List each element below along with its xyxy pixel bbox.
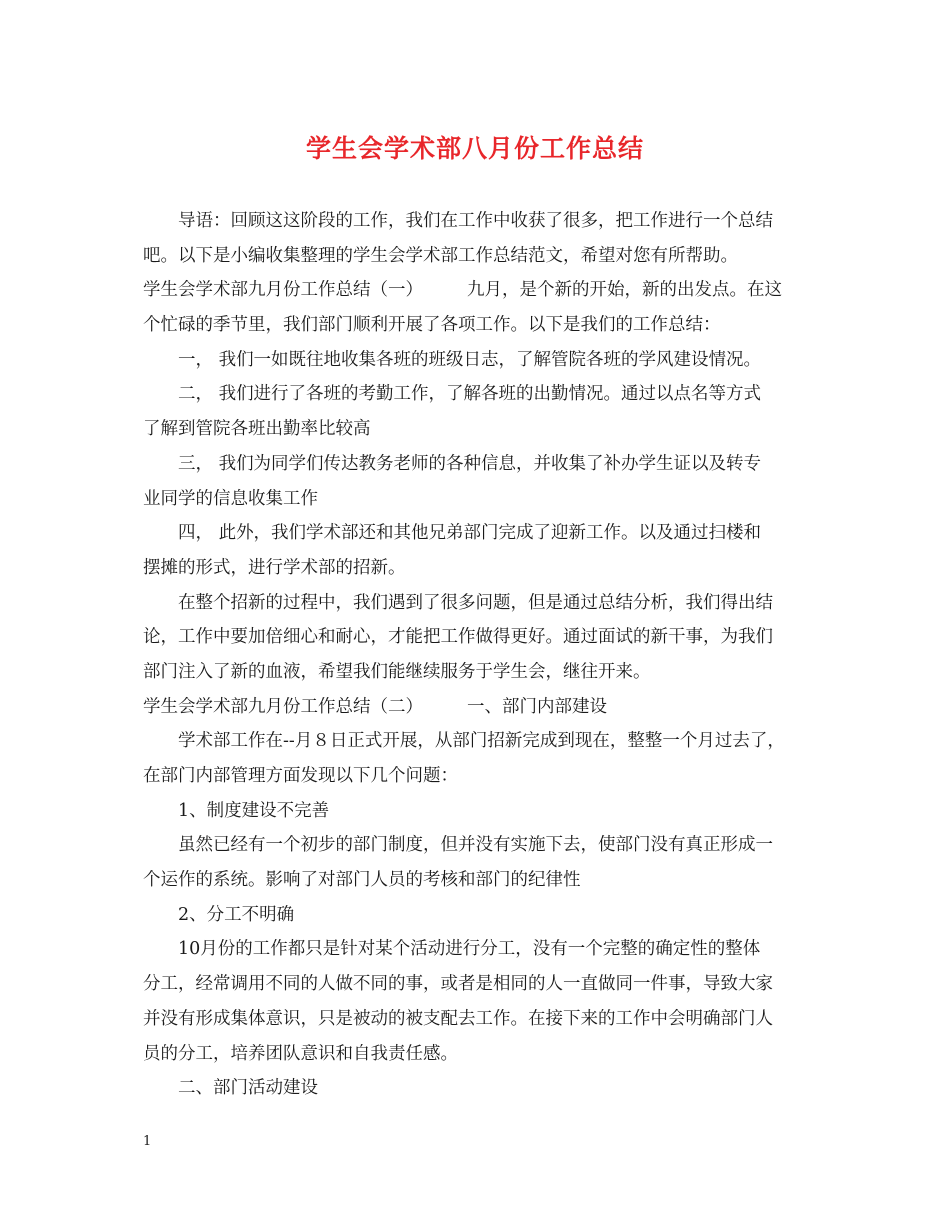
issue-paragraph-1: 虽然已经有一个初步的部门制度，但并没有实施下去，使部门没有真正形成一 [178,835,773,856]
section2-heading: 学生会学术部九月份工作总结（二） [143,696,423,717]
issue-heading-2: 2、分工不明确 [178,904,295,925]
section1-lead-continued: 个忙碌的季节里，我们部门顺利开展了各项工作。以下是我们的工作总结： [143,315,721,336]
issue-paragraph-2: 分工，经常调用不同的人做不同的事，或者是相同的人一直做同一件事，导致大家 [143,974,773,995]
section1-lead: 九月，是个新的开始，新的出发点。在这 [467,280,782,301]
intro-line: 吧。以下是小编收集整理的学生会学术部工作总结范文，希望对您有所帮助。 [143,245,738,266]
issue-paragraph-2: 10月份的工作都只是针对某个活动进行分工，没有一个完整的确定性的整体 [178,939,761,960]
recruit-paragraph: 论，工作中要加倍细心和耐心，才能把工作做得更好。通过面试的新干事，为我们 [143,627,773,648]
section-heading-activities: 二、部门活动建设 [178,1078,318,1099]
item-two-continued: 了解到管院各班出勤率比较高 [143,419,371,440]
issue-paragraph-2: 员的分工，培养团队意识和自我责任感。 [143,1043,458,1064]
item-four: 四， 此外，我们学术部还和其他兄弟部门完成了迎新工作。以及通过扫楼和 [178,523,762,544]
document-title: 学生会学术部八月份工作总结 [305,134,644,163]
item-three-continued: 业同学的信息收集工作 [143,488,318,509]
item-four-continued: 摆摊的形式，进行学术部的招新。 [143,557,406,578]
section1-line [143,273,813,308]
section1-heading: 学生会学术部九月份工作总结（一） [143,280,423,301]
item-two: 二， 我们进行了各班的考勤工作，了解各班的出勤情况。通过以点名等方式 [178,384,762,405]
issue-paragraph-1: 个运作的系统。影响了对部门人员的考核和部门的纪律性 [143,870,581,891]
page-number: 1 [143,1134,152,1149]
section2-line [143,690,813,725]
section2-paragraph: 在部门内部管理方面发现以下几个问题： [143,766,458,786]
document-body [143,204,813,1106]
item-one: 一， 我们一如既往地收集各班的班级日志，了解管院各班的学风建设情况。 [178,349,762,370]
section2-paragraph: 学术部工作在--月８日正式开展，从部门招新完成到现在，整整一个月过去了， [178,731,785,752]
recruit-paragraph: 在整个招新的过程中，我们遇到了很多问题，但是通过总结分析，我们得出结 [178,592,773,613]
section2-subheading: 一、部门内部建设 [467,696,607,717]
recruit-paragraph: 部门注入了新的血液，希望我们能继续服务于学生会，继往开来。 [143,661,651,682]
item-three: 三， 我们为同学们传达教务老师的各种信息，并收集了补办学生证以及转专 [178,453,762,474]
issue-paragraph-2: 并没有形成集体意识，只是被动的被支配去工作。在接下来的工作中会明确部门人 [143,1008,773,1029]
issue-heading-1: 1、制度建设不完善 [178,800,330,821]
intro-line: 导语：回顾这这阶段的工作，我们在工作中收获了很多，把工作进行一个总结 [178,211,773,231]
